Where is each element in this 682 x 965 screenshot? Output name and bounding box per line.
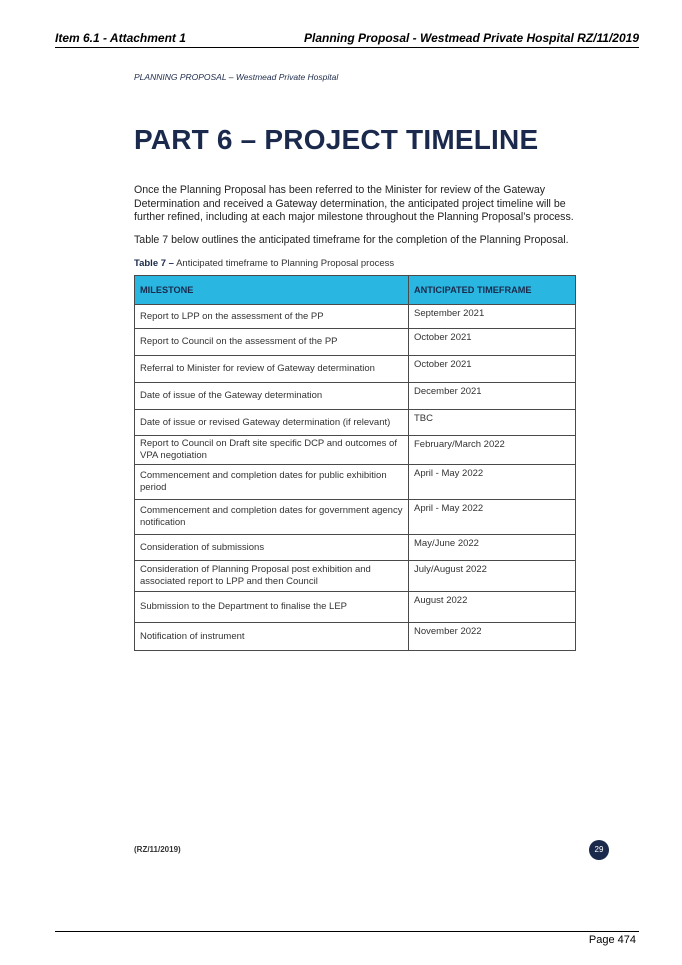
table-row (135, 561, 576, 592)
table-row (135, 305, 576, 329)
table-caption-text: Anticipated timeframe to Planning Proposal process (173, 258, 395, 269)
milestone-cell: Report to LPP on the assessment of the PP (135, 305, 409, 329)
table-row (135, 535, 576, 561)
column-header-timeframe: ANTICIPATED TIMEFRAME (409, 276, 576, 305)
intro-paragraph: Once the Planning Proposal has been referred to the Minister for review of the Gateway Determination and received a Gateway determination, the anticipated project timeline will be further refined, including at each major milestone throughout the Planning Proposal’s process. (134, 184, 574, 223)
timeframe-cell: April - May 2022 (409, 465, 576, 500)
milestone-cell: Consideration of Planning Proposal post exhibition and associated report to LPP and then Council (135, 561, 409, 592)
table-caption (134, 258, 394, 269)
header-item-label: Item 6.1 - Attachment 1 (55, 31, 186, 45)
milestone-cell: Notification of instrument (135, 623, 409, 651)
table-row (135, 465, 576, 500)
milestone-cell: Submission to the Department to finalise the LEP (135, 592, 409, 623)
document-page-number: 29 (589, 840, 609, 860)
milestone-cell: Date of issue of the Gateway determination (135, 383, 409, 410)
timeframe-cell: February/March 2022 (409, 436, 576, 465)
milestone-cell: Date of issue or revised Gateway determination (if relevant) (135, 410, 409, 436)
table-row (135, 592, 576, 623)
timeframe-cell: September 2021 (409, 305, 576, 329)
column-header-milestone: MILESTONE (135, 276, 409, 305)
timeframe-cell: April - May 2022 (409, 500, 576, 535)
header-document-title: Planning Proposal - Westmead Private Hospital RZ/11/2019 (304, 31, 639, 45)
timeframe-cell: August 2022 (409, 592, 576, 623)
page-number: Page 474 (588, 934, 636, 946)
page-title: PART 6 – PROJECT TIMELINE (134, 124, 539, 155)
timeframe-cell: TBC (409, 410, 576, 436)
timeframe-cell: July/August 2022 (409, 561, 576, 592)
table-row (135, 410, 576, 436)
table-intro-paragraph: Table 7 below outlines the anticipated timeframe for the completion of the Planning Proposal. (134, 234, 569, 246)
milestone-cell: Report to Council on Draft site specific DCP and outcomes of VPA negotiation (135, 436, 409, 465)
table-header-row (135, 276, 576, 305)
table-row (135, 383, 576, 410)
table-row (135, 329, 576, 356)
milestone-cell: Commencement and completion dates for public exhibition period (135, 465, 409, 500)
timeframe-cell: November 2022 (409, 623, 576, 651)
table-row (135, 623, 576, 651)
timeframe-cell: October 2021 (409, 356, 576, 383)
footer-divider (55, 931, 639, 932)
table-row (135, 356, 576, 383)
reference-code: (RZ/11/2019) (134, 845, 181, 854)
timeframe-cell: December 2021 (409, 383, 576, 410)
timeframe-cell: May/June 2022 (409, 535, 576, 561)
milestone-cell: Report to Council on the assessment of the PP (135, 329, 409, 356)
page-header (55, 31, 639, 48)
table-row (135, 436, 576, 465)
timeline-table (134, 275, 576, 651)
table-caption-label: Table 7 – (134, 258, 174, 269)
timeframe-cell: October 2021 (409, 329, 576, 356)
document-subtitle: PLANNING PROPOSAL – Westmead Private Hospital (134, 72, 339, 82)
milestone-cell: Commencement and completion dates for government agency notification (135, 500, 409, 535)
milestone-cell: Referral to Minister for review of Gateway determination (135, 356, 409, 383)
milestone-cell: Consideration of submissions (135, 535, 409, 561)
table-row (135, 500, 576, 535)
